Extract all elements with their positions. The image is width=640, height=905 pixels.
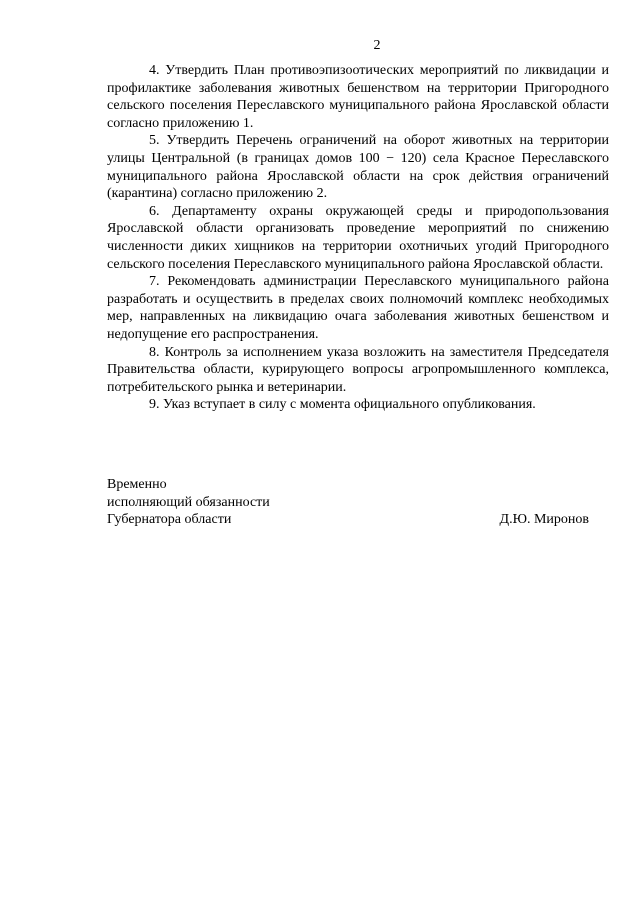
signature-title-line-3: Губернатора области [107,512,232,528]
paragraph-8: 8. Контроль за исполнением указа возложить на заместителя Председателя Правительства области, курирующего вопросы агропромышленного комплекса, потребительского рынка и ветеринарии. [107,344,609,395]
paragraph-5: 5. Утвердить Перечень ограничений на оборот животных на территории улицы Центральной (в границах домов 100 − 120) села Красное Переславского муниципального района Ярославской области на срок действия ограничений (карантина) согласно приложению 2. [107,133,609,202]
paragraph-7: 7. Рекомендовать администрации Переславского муниципального района разработать и осуществить в пределах своих полномочий комплекс необходимых мер, направленных на ликвидацию очага заболевания животных бешенством и недопущение его распространения. [107,274,609,342]
paragraph-4: 4. Утвердить План противоэпизоотических мероприятий по ликвидации и профилактике заболевания животных бешенством на территории Пригородного сельского поселения Переславского муниципального района Ярославской области согласно приложению 1. [107,63,609,131]
document-body [107,62,609,414]
signature-block [107,476,589,529]
signature-last-line [107,511,589,529]
signature-title-line-2: исполняющий обязанности [107,494,270,510]
page-number: 2 [373,38,381,53]
paragraph-6: 6. Департаменту охраны окружающей среды и природопользования Ярославской области организовать проведение мероприятий по снижению численности диких хищников на территории охотничьих угодий Пригородного сельского поселения Переславского муниципального района Ярославской области. [107,203,609,272]
signatory-name: Д.Ю. Миронов [499,512,589,528]
signature-title-line-1: Временно [107,477,167,492]
paragraph-9: 9. Указ вступает в силу с момента официального опубликования. [149,397,536,413]
